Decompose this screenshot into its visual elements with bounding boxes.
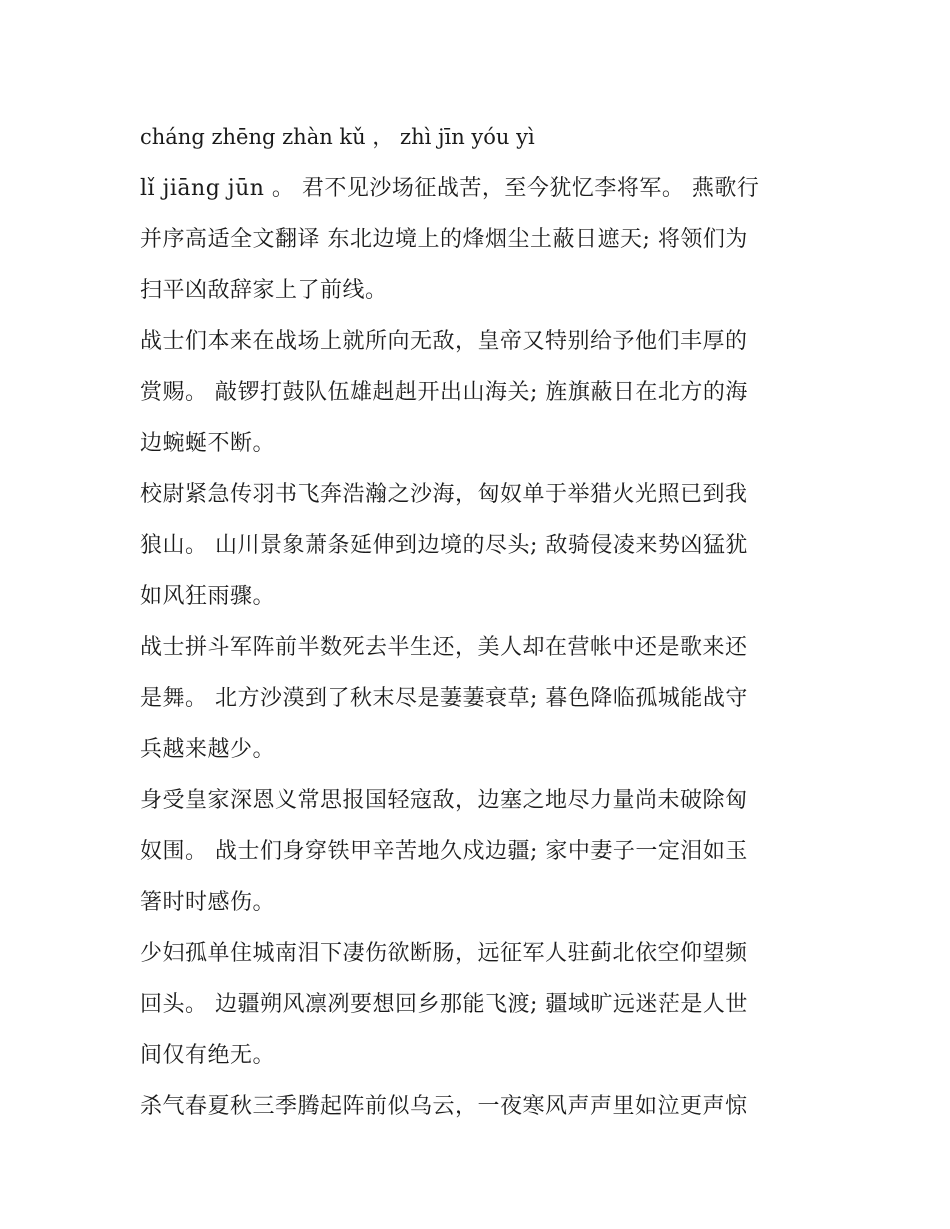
text-line: 身受皇家深恩义常思报国轻寇敌，边塞之地尽力量尚未破除匈 <box>140 788 748 813</box>
text-line: 间仅有绝无。 <box>140 1043 276 1068</box>
text-line: 边蜿蜒不断。 <box>140 431 276 456</box>
text-line: 少妇孤单住城南泪下凄伤欲断肠，远征军人驻蓟北依空仰望频 <box>140 941 748 966</box>
text-line: 如风狂雨骤。 <box>140 584 276 609</box>
text-line-pinyin: cháng zhēng zhàn kǔ ， zhì jīn yóu yì <box>140 125 535 149</box>
text-line: 杀气春夏秋三季腾起阵前似乌云，一夜寒风声声里如泣更声惊 <box>140 1094 748 1119</box>
text-line: 回头。 边疆朔风凛冽要想回乡那能飞渡; 疆域旷远迷茫是人世 <box>140 992 748 1017</box>
text-line: 兵越来越少。 <box>140 737 276 762</box>
text-line: 是舞。 北方沙漠到了秋末尽是萋萋衰草; 暮色降临孤城能战守 <box>140 686 748 711</box>
text-line: 战士们本来在战场上就所向无敌，皇帝又特别给予他们丰厚的 <box>140 329 748 354</box>
text-line: 赏赐。 敲锣打鼓队伍雄赳赳开出山海关; 旌旗蔽日在北方的海 <box>140 380 748 405</box>
text-line: 扫平凶敌辞家上了前线。 <box>140 278 388 303</box>
text-line: 校尉紧急传羽书飞奔浩瀚之沙海，匈奴单于举猎火光照已到我 <box>140 482 748 507</box>
text-line: 箸时时感伤。 <box>140 890 276 915</box>
text-line: 并序高适全文翻译 东北边境上的烽烟尘土蔽日遮天; 将领们为 <box>140 227 748 252</box>
text-line: lǐ jiāng jūn 。 君不见沙场征战苦，至今犹忆李将军。 燕歌行 <box>140 176 760 201</box>
text-line: 狼山。 山川景象萧条延伸到边境的尽头; 敌骑侵凌来势凶猛犹 <box>140 533 748 558</box>
text-line: 战士拼斗军阵前半数死去半生还，美人却在营帐中还是歌来还 <box>140 635 748 660</box>
text-line: 奴围。 战士们身穿铁甲辛苦地久戍边疆; 家中妻子一定泪如玉 <box>140 839 748 864</box>
